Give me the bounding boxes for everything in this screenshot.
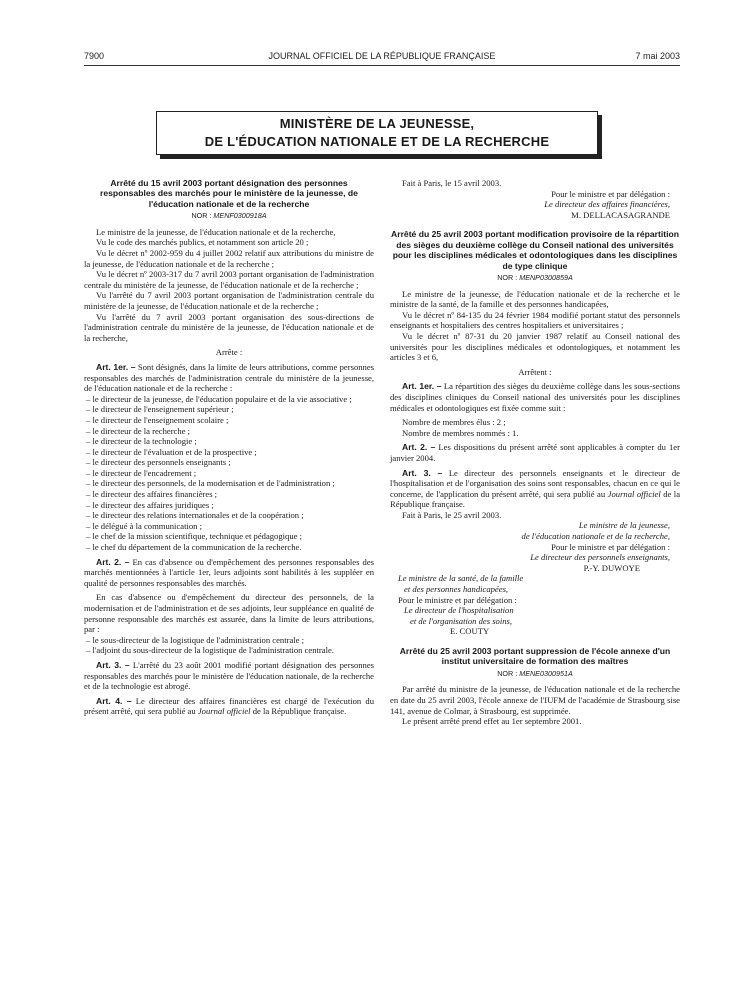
arrete1-visa: Vu l'arrêté du 7 avril 2003 portant organisation des sous-directions de l'administration centrale du ministère de la jeunesse, de l'éducation nationale et de la recherche, (84, 311, 374, 343)
arrete2-visa: Vu le décret nº 84-135 du 24 février 1984 modifié portant statut des personnels enseignants et hospitaliers des centres hospitaliers et universitaires ; (390, 309, 680, 331)
arrete3-para2: Le présent arrêté prend effet au 1er septembre 2001. (402, 716, 582, 727)
arrete2-visa: Vu le décret nº 87-31 du 20 janvier 1987 relatif au Conseil national des universités pour les disciplines médicales et odontologiques, et notamment les articles 3 et 6, (390, 330, 680, 363)
arrete3-para1: Par arrêté du ministre de la jeunesse, de l'éducation nationale et de la recherche en date du 25 avril 2003, l'école annexe de l'IUFM de l'académie de Strasbourg sise 141, avenue de Colmar, à Strasbourg, est supprimée. (390, 684, 680, 716)
arrete2-nor: NOR : MENP0300859A (497, 273, 573, 282)
list-item: – le directeur des personnels enseignants ; (86, 457, 231, 468)
list-item: – le directeur de l'enseignement scolaire ; (86, 414, 229, 425)
arrete1-visa: Le ministre de la jeunesse, de l'éducation nationale et de la recherche, (96, 226, 336, 237)
arrete2-sig2-title1: Le directeur de l'hospitalisation (404, 605, 514, 616)
arrete3-nor-ref: MENE0300951A (519, 668, 573, 678)
list-item: – le directeur des affaires financières ; (86, 489, 218, 500)
arrete3-nor: NOR : MENE0300951A (497, 668, 573, 678)
issue-date: 7 mai 2003 (635, 51, 680, 61)
arrete1-visa: Vu le code des marchés publics, et notamment son article 20 ; (96, 237, 309, 248)
list-item: – le directeur de l'enseignement supérieur ; (86, 404, 234, 415)
list-item: – le délégué à la communication ; (86, 520, 202, 531)
arrete2-sig2-name: E. COUTY (450, 626, 490, 637)
list-item: – le directeur de la jeunesse, de l'éducation populaire et de la vie associative ; (86, 393, 352, 404)
arrete2-art2: Art. 2. – Les dispositions du présent arrêté sont applicables à compter du 1er janvier 2004. (390, 442, 680, 463)
arrete1-sig-for: Pour le ministre et par délégation : (551, 188, 670, 199)
arrete2-art1: Art. 1er. – La répartition des sièges du deuxième collège dans les sous-sections des disciplines cliniques du Conseil national des universités pour les disciplines médicales et odontologiques est fixée comme suit : (390, 381, 681, 413)
page-number: 7900 (84, 51, 105, 61)
list-item: – le directeur des relations internationales et de la coopération ; (86, 510, 304, 521)
list-item: – le directeur des affaires juridiques ; (86, 499, 214, 510)
list-item: – le directeur des personnels, de la modernisation et de l'administration ; (86, 478, 335, 489)
arrete1-visa: Vu le décret nº 2002-959 du 4 juillet 2002 relatif aux attributions du ministre de la jeunesse, de l'éducation nationale et de la recherche ; (84, 248, 374, 269)
arrete2-nor-ref: MENP0300859A (519, 273, 573, 282)
arrete2-fait: Fait à Paris, le 25 avril 2003. (402, 509, 502, 520)
list-item: – le chef du département de la communication de la recherche. (86, 542, 302, 553)
journal-title: JOURNAL OFFICIEL DE LA RÉPUBLIQUE FRANÇAISE (268, 51, 496, 61)
list-item: – le directeur de la recherche ; (86, 425, 191, 436)
arrete2-sig1-for: Pour le ministre et par délégation : (551, 541, 670, 552)
arrete2-visa: Le ministre de la jeunesse, de l'éducation nationale et de la recherche et le ministre de la santé, de la famille et des personnes handicapées, (390, 288, 680, 310)
list-item: – le sous-directeur de la logistique de l'administration centrale ; (86, 634, 305, 645)
arrete1-art3: Art. 3. – L'arrêté du 23 août 2001 modifié portant désignation des personnes responsables des marchés pour le ministère de l'éducation nationale, de la recherche et de la technologie est abrogé. (84, 659, 374, 692)
arrete2-sig2-line2: et des personnes handicapées, (404, 584, 509, 595)
left-column (84, 178, 374, 717)
list-item: – le chef de la mission scientifique, technique et pédagogique ; (86, 531, 302, 542)
arrete2-elected-count: Nombre de membres élus : 2 ; (402, 417, 506, 428)
arrete2-art3: Art. 3. – Le directeur des personnels enseignants et le directeur de l'hospitalisation et de l'organisation des soins sont responsables, chacun en ce qui le concerne, de l'application du présent arrêté, qui sera publié au Journal officiel de la République française. (390, 467, 681, 510)
ministry-box (156, 111, 598, 155)
arrete1-visa: Vu le décret nº 2003-317 du 7 avril 2003 portant organisation de l'administration centrale du ministère de la jeunesse, de l'éducation nationale et de la recherche ; (84, 269, 374, 290)
arrete2-sig1-line1: Le ministre de la jeunesse, (578, 520, 670, 531)
arrete1-title: Arrêté du 15 avril 2003 portant désignation des personnes responsables des marchés pour le ministère de la jeunesse, de l'éducation nationale et de la recherche (100, 178, 358, 209)
arrete1-art4: Art. 4. – Le directeur des affaires financières est chargé de l'exécution du présent arrêté, qui sera publié au Journal officiel de la République française. (84, 695, 374, 717)
page-header (84, 51, 680, 65)
arrete2-sig2-title2: et de l'organisation des soins, (410, 615, 513, 626)
arrete1-art1: Art. 1er. – Sont désignés, dans la limite de leurs attributions, comme personnes responsables des marchés de l'administration centrale du ministère de la jeunesse, de l'éducation nationale et de la recherche : (84, 361, 374, 394)
arrete1-art2-para2: En cas d'absence ou d'empêchement du directeur des personnels, de la modernisation et de l'administration et de ses adjoints, leur suppléance en qualité de personne responsable des marchés est assurée, dans la limite de leurs attributions, par : (84, 592, 374, 635)
arrete2-sig1-line2: de l'éducation nationale et de la recherche, (521, 531, 670, 542)
arrete1-arrete-word: Arrête : (215, 347, 243, 358)
list-item: – le directeur de la technologie ; (86, 436, 197, 447)
arrete2-appointed-count: Nombre de membres nommés : 1. (402, 427, 519, 438)
ministry-line-2: DE L'ÉDUCATION NATIONALE ET DE LA RECHERCHE (204, 134, 550, 149)
arrete3-title: Arrêté du 25 avril 2003 portant suppression de l'école annexe d'un institut universitaire de formation des maîtres (399, 646, 671, 667)
arrete2-arretent-word: Arrêtent : (518, 366, 552, 377)
arrete1-nor: NOR : MENF0300918A (191, 211, 267, 221)
arrete1-nor-ref: MENF0300918A (213, 211, 267, 221)
arrete2-title: Arrêté du 25 avril 2003 portant modification provisoire de la répartition des sièges du deuxième collège du Conseil national des universités pour les disciplines médicales et odontologiques dans les disciplines de type clinique (391, 229, 679, 271)
arrete1-visa: Vu l'arrêté du 7 avril 2003 portant organisation de l'administration centrale du ministère de la jeunesse, de l'éducation nationale et de la recherche ; (84, 290, 374, 311)
arrete2-sig2-for: Pour le ministre et par délégation : (398, 594, 517, 605)
arrete2-sig1-name: P.-Y. DUWOYE (583, 562, 640, 573)
right-column (390, 178, 680, 727)
arrete1-sig-name: M. DELLACASAGRANDE (571, 209, 670, 220)
arrete2-sig2-line1: Le ministre de la santé, de la famille (398, 573, 524, 584)
arrete1-art2: Art. 2. – En cas d'absence ou d'empêchement des personnes responsables des marchés mentionnées à l'article 1er, leurs adjoints sont habilités à les suppléer en qualité de personnes responsables des marchés. (84, 556, 374, 588)
arrete1-sig-title: Le directeur des affaires financières, (544, 199, 670, 210)
list-item: – le directeur de l'encadrement ; (86, 467, 197, 478)
list-item: – le directeur de l'évaluation et de la prospective ; (86, 446, 257, 457)
ministry-line-1: MINISTÈRE DE LA JEUNESSE, (279, 116, 475, 131)
list-item: – l'adjoint du sous-directeur de la logistique de l'administration centrale. (86, 645, 334, 656)
header-rule (84, 65, 680, 66)
arrete1-fait: Fait à Paris, le 15 avril 2003. (402, 178, 502, 188)
arrete2-sig1-title: Le directeur des personnels enseignants, (530, 552, 670, 563)
